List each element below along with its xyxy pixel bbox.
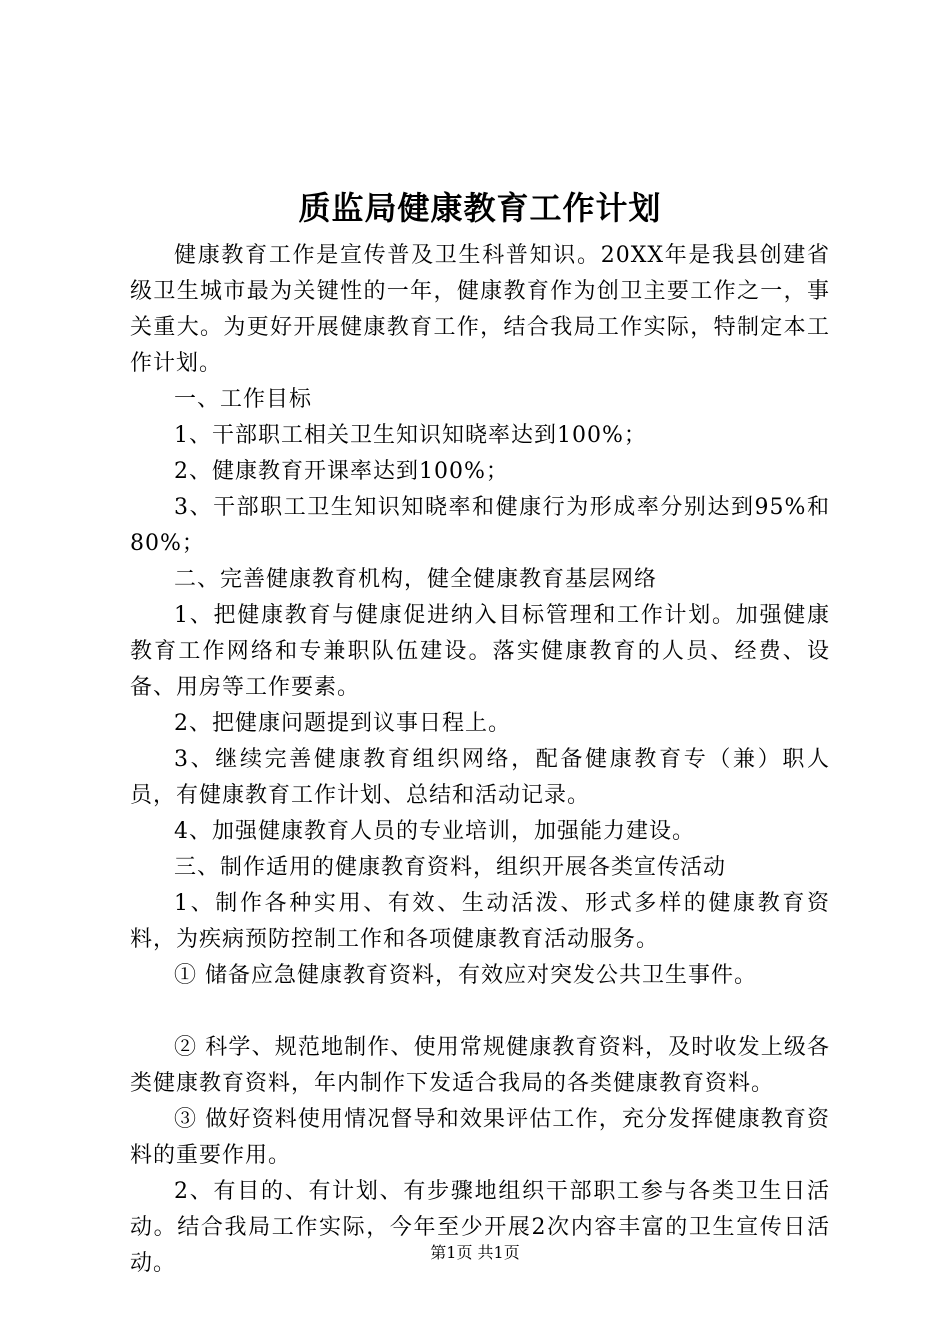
list-item: 4、加强健康教育人员的专业培训，加强能力建设。 xyxy=(174,819,695,844)
page-number-footer: 第1页 共1页 xyxy=(430,1243,520,1262)
sub-list-item: ① 储备应急健康教育资料，有效应对突发公共卫生事件。 xyxy=(174,963,757,988)
list-item: 3、干部职工卫生知识知晓率和健康行为形成率分别达到95%和80%； xyxy=(130,495,830,556)
list-item: 1、干部职工相关卫生知识知晓率达到100%； xyxy=(174,423,647,448)
document-title: 质监局健康教育工作计划 xyxy=(298,189,662,227)
sub-list-item: ③ 做好资料使用情况督导和效果评估工作，充分发挥健康教育资料的重要作用。 xyxy=(130,1107,830,1168)
paragraph-intro: 健康教育工作是宣传普及卫生科普知识。20XX年是我县创建省级卫生城市最为关键性的一年，健康教育作为创卫主要工作之一，事关重大。为更好开展健康教育工作，结合我局工作实际，特制定本工作计划。 xyxy=(130,243,830,376)
list-item: 2、把健康问题提到议事日程上。 xyxy=(174,711,511,736)
list-item: 2、健康教育开课率达到100%； xyxy=(174,459,509,484)
section-heading-organization: 二、完善健康教育机构，健全健康教育基层网络 xyxy=(174,567,658,592)
section-heading-materials: 三、制作适用的健康教育资料，组织开展各类宣传活动 xyxy=(174,855,727,880)
list-item: 3、继续完善健康教育组织网络，配备健康教育专（兼）职人员，有健康教育工作计划、总结和活动记录。 xyxy=(130,747,830,808)
document-page xyxy=(130,182,830,1282)
sub-list-item: ② 科学、规范地制作、使用常规健康教育资料，及时收发上级各类健康教育资料，年内制作下发适合我局的各类健康教育资料。 xyxy=(130,1035,830,1096)
list-item: 2、有目的、有计划、有步骤地组织干部职工参与各类卫生日活动。结合我局工作实际，今年至少开展2次内容丰富的卫生宣传日活动。 xyxy=(130,1179,830,1276)
list-item: 1、把健康教育与健康促进纳入目标管理和工作计划。加强健康教育工作网络和专兼职队伍建设。落实健康教育的人员、经费、设备、用房等工作要素。 xyxy=(130,603,830,700)
list-item: 1、制作各种实用、有效、生动活泼、形式多样的健康教育资料，为疾病预防控制工作和各项健康教育活动服务。 xyxy=(130,891,830,952)
section-heading-goals: 一、工作目标 xyxy=(174,387,313,412)
document-body xyxy=(130,238,830,1282)
